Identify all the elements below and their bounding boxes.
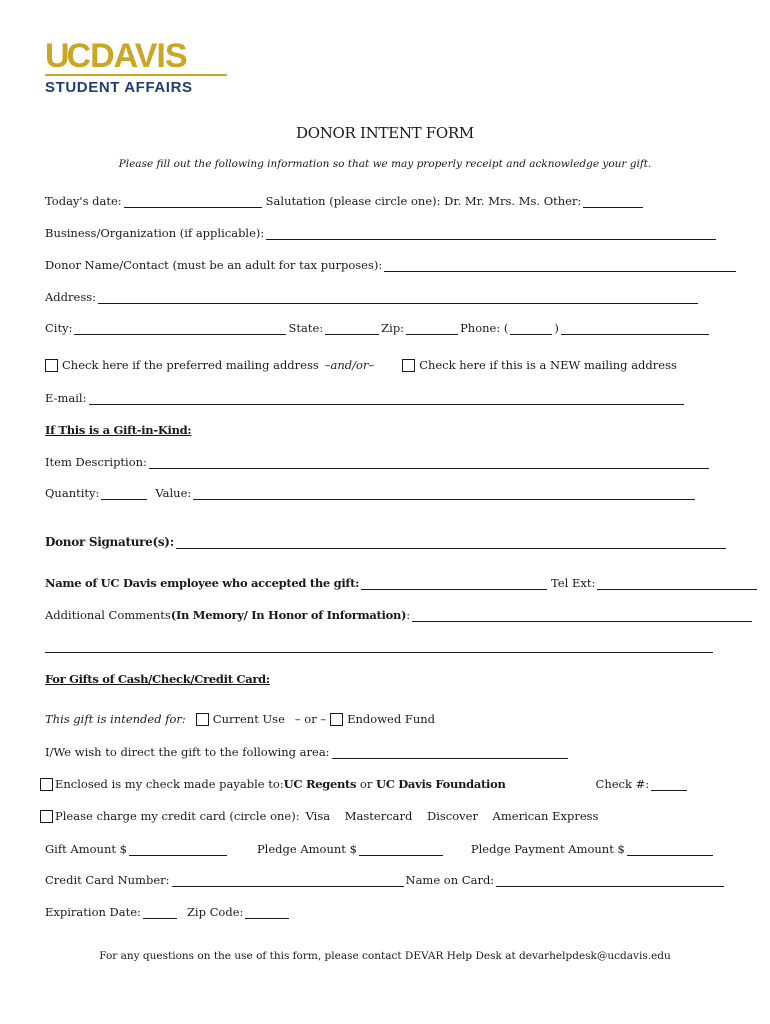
or-label: – or – <box>294 712 327 726</box>
quantity-field[interactable] <box>101 487 147 500</box>
pledge-amount-label: Pledge Amount $ <box>256 842 357 856</box>
city-label: City: <box>45 321 73 335</box>
footer-contact: For any questions on the use of this form, please contact DEVAR Help Desk at devarhelpdesk@ucdavis.edu <box>99 950 671 962</box>
intended-for-label: This gift is intended for: <box>45 712 186 726</box>
direct-gift-label: I/We wish to direct the gift to the following area: <box>45 745 330 759</box>
row-amounts <box>45 842 715 856</box>
item-description-field[interactable] <box>149 456 709 469</box>
row-date-salutation <box>45 194 645 208</box>
form-instructions: Please fill out the following information so that we may properly receipt and acknowledge your gift. <box>118 158 652 170</box>
zip-label: Zip: <box>381 321 405 335</box>
pledge-payment-field[interactable] <box>627 843 713 856</box>
business-label: Business/Organization (if applicable): <box>45 226 265 240</box>
row-credit-card-charge <box>40 809 598 823</box>
enclosed-check-checkbox[interactable] <box>40 778 53 791</box>
donor-signature-field[interactable] <box>176 536 726 549</box>
gift-in-kind-heading: If This is a Gift-in-Kind: <box>45 423 192 437</box>
row-donor-name <box>45 258 738 272</box>
employee-field[interactable] <box>361 577 547 590</box>
donor-name-field[interactable] <box>384 259 736 272</box>
uc-davis-foundation-label: UC Davis Foundation <box>375 777 506 791</box>
row-city-state-zip <box>45 321 711 335</box>
phone-paren: ) <box>554 321 559 335</box>
state-label: State: <box>288 321 324 335</box>
row-donor-signature <box>45 535 728 549</box>
row-employee <box>45 576 759 590</box>
tel-ext-field[interactable] <box>597 577 757 590</box>
card-types: Visa Mastercard Discover American Express <box>305 809 599 823</box>
row-address <box>45 290 700 304</box>
uc-regents-label: UC Regents <box>283 777 357 791</box>
value-label: Value: <box>155 486 192 500</box>
todays-date-label: Today's date: <box>45 194 122 208</box>
zip-field[interactable] <box>406 322 458 335</box>
tel-ext-label: Tel Ext: <box>551 576 596 590</box>
charge-card-label: Please charge my credit card (circle one): <box>55 809 300 823</box>
and-or-label: –and/or– <box>324 358 375 372</box>
form-title: DONOR INTENT FORM <box>296 124 474 142</box>
donor-signature-label: Donor Signature(s): <box>45 535 174 549</box>
email-field[interactable] <box>89 392 684 405</box>
enclosed-check-label: Enclosed is my check made payable to: <box>55 777 284 791</box>
address-label: Address: <box>45 290 97 304</box>
expiration-label: Expiration Date: <box>45 905 141 919</box>
card-number-field[interactable] <box>172 874 404 887</box>
expiration-field[interactable] <box>143 906 177 919</box>
pledge-amount-field[interactable] <box>359 843 443 856</box>
phone-area-code-field[interactable] <box>510 322 552 335</box>
gift-amount-label: Gift Amount $ <box>45 842 127 856</box>
ucdavis-logo <box>45 37 230 96</box>
pledge-payment-label: Pledge Payment Amount $ <box>470 842 625 856</box>
comments-field[interactable] <box>412 609 752 622</box>
row-card-number <box>45 873 726 887</box>
row-business <box>45 226 718 240</box>
cash-gifts-heading: For Gifts of Cash/Check/Credit Card: <box>45 672 270 686</box>
salutation-other-field[interactable] <box>583 195 643 208</box>
check-number-field[interactable] <box>651 778 687 791</box>
row-email <box>45 391 686 405</box>
comments-field-line-2[interactable] <box>45 652 713 653</box>
new-address-label: Check here if this is a NEW mailing address <box>419 358 677 372</box>
comments-label-bold: (In Memory/ In Honor of Information) <box>170 608 407 622</box>
direct-gift-field[interactable] <box>332 746 568 759</box>
row-item-description <box>45 455 711 469</box>
or-word: or <box>356 777 376 791</box>
preferred-address-checkbox[interactable] <box>45 359 58 372</box>
row-comments <box>45 608 754 622</box>
item-description-label: Item Description: <box>45 455 147 469</box>
business-field[interactable] <box>266 227 716 240</box>
state-field[interactable] <box>325 322 379 335</box>
email-label: E-mail: <box>45 391 87 405</box>
endowed-fund-checkbox[interactable] <box>330 713 343 726</box>
check-number-label: Check #: <box>595 777 650 791</box>
value-field[interactable] <box>193 487 695 500</box>
current-use-checkbox[interactable] <box>196 713 209 726</box>
new-address-checkbox[interactable] <box>402 359 415 372</box>
logo-department: STUDENT AFFAIRS <box>45 79 193 96</box>
comments-label: Additional Comments <box>45 608 171 622</box>
zip-code-field[interactable] <box>245 906 289 919</box>
current-use-label: Current Use <box>212 712 285 726</box>
logo-wordmark: UCDAVIS <box>45 37 187 75</box>
todays-date-field[interactable] <box>124 195 262 208</box>
city-field[interactable] <box>74 322 286 335</box>
name-on-card-label: Name on Card: <box>405 873 495 887</box>
preferred-address-label: Check here if the preferred mailing address <box>62 358 319 372</box>
donor-name-label: Donor Name/Contact (must be an adult for tax purposes): <box>45 258 383 272</box>
row-quantity-value <box>45 486 697 500</box>
phone-label: Phone: ( <box>460 321 509 335</box>
salutation-label: Salutation (please circle one): Dr. Mr. Mrs. Ms. Other: <box>265 194 582 208</box>
row-expiration <box>45 905 291 919</box>
name-on-card-field[interactable] <box>496 874 724 887</box>
row-direct-gift <box>45 745 570 759</box>
row-intended-for <box>45 712 435 726</box>
charge-card-checkbox[interactable] <box>40 810 53 823</box>
comments-colon: : <box>406 608 411 622</box>
address-field[interactable] <box>98 291 698 304</box>
row-enclosed-check <box>40 777 689 791</box>
gift-amount-field[interactable] <box>129 843 227 856</box>
quantity-label: Quantity: <box>45 486 100 500</box>
employee-label: Name of UC Davis employee who accepted the gift: <box>45 576 360 590</box>
card-number-label: Credit Card Number: <box>45 873 170 887</box>
row-mailing-checkboxes <box>45 358 677 372</box>
endowed-fund-label: Endowed Fund <box>347 712 436 726</box>
phone-number-field[interactable] <box>561 322 709 335</box>
zip-code-label: Zip Code: <box>186 905 244 919</box>
